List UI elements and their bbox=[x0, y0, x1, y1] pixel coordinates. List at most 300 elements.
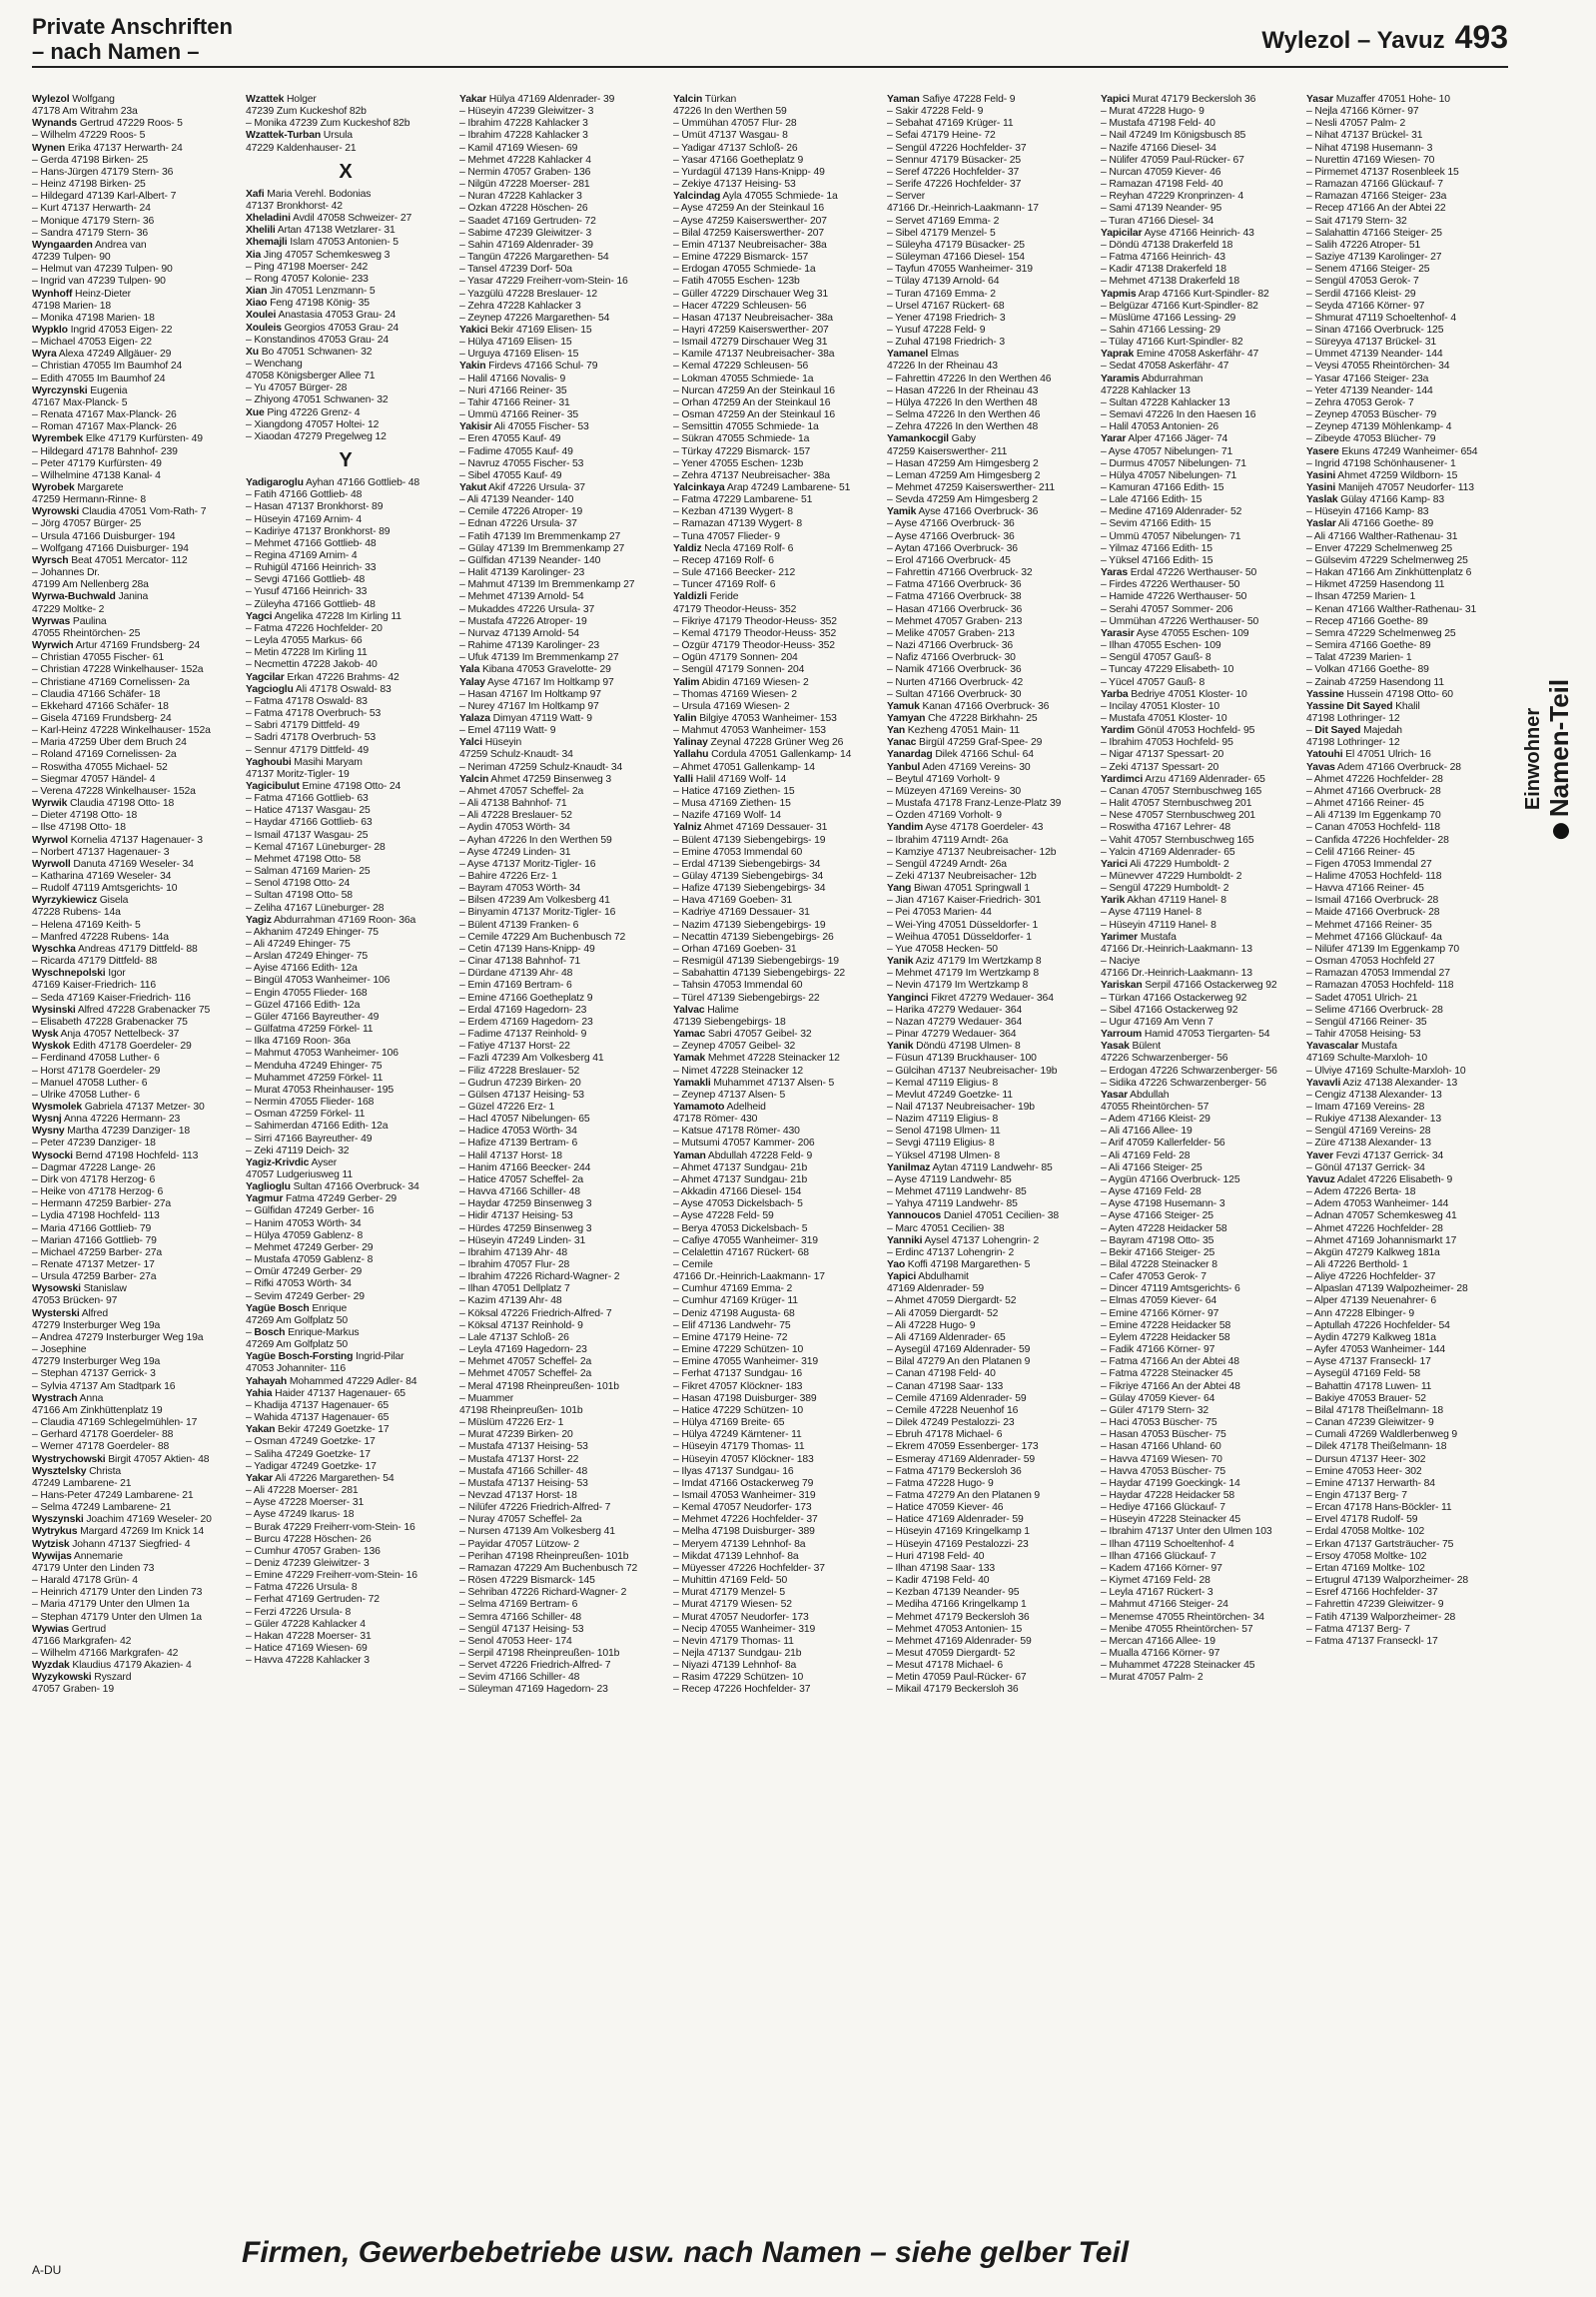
directory-entry: – Ayten 47228 Heidacker 58 bbox=[1101, 1222, 1227, 1234]
surname: Wyrwik bbox=[32, 798, 68, 810]
directory-entry: – Josephine bbox=[32, 1344, 87, 1356]
directory-entry: Yandim Ayse 47178 Goerdeler- 43 bbox=[887, 822, 1044, 834]
directory-entry: Yassine Hussein 47198 Otto- 60 bbox=[1306, 688, 1453, 700]
directory-entry: – Mesut 47178 Michael- 6 bbox=[887, 1660, 1003, 1672]
directory-entry: – Canan 47239 Gleiwitzer- 9 bbox=[1306, 1417, 1434, 1429]
directory-entry: – Ilhan 47051 Dellplatz 7 bbox=[459, 1283, 570, 1295]
surname: Yagiz-Krivdic bbox=[246, 1156, 310, 1168]
directory-entry: – Servet 47226 Friedrich-Alfred- 7 bbox=[459, 1660, 611, 1672]
directory-entry: – Marian 47166 Gottlieb- 79 bbox=[32, 1234, 157, 1246]
directory-column-2 bbox=[246, 94, 445, 2201]
directory-entry: – Seref 47226 Hochfelder- 37 bbox=[887, 166, 1020, 178]
directory-entry: Wysinski Alfred 47228 Grabenacker 75 bbox=[32, 1004, 211, 1016]
directory-entry: – Ayse 47249 Linden- 31 bbox=[459, 846, 571, 858]
surname: Yanik bbox=[887, 1041, 914, 1053]
directory-entry: – Kadir 47198 Feld- 40 bbox=[887, 1575, 990, 1587]
directory-entry: – Roland 47169 Cornelissen- 2a bbox=[32, 749, 177, 761]
directory-entry: – Rong 47057 Kolonie- 233 bbox=[246, 273, 369, 285]
directory-entry: – Elif 47136 Landwehr- 75 bbox=[673, 1319, 791, 1331]
directory-entry: – Sabri 47179 Dittfeld- 49 bbox=[246, 720, 360, 732]
directory-entry: – Leyla 47169 Hagedorn- 23 bbox=[459, 1344, 587, 1356]
directory-entry: Yalniz Ahmet 47169 Dessauer- 31 bbox=[673, 822, 828, 834]
directory-entry: Yaldiz Necla 47169 Rolf- 6 bbox=[673, 542, 794, 554]
surname: Yasar bbox=[1101, 1089, 1128, 1101]
directory-entry: – Ramazan 47053 Hochfeld- 118 bbox=[1306, 980, 1454, 992]
directory-entry: – Kemal 47119 Eligius- 8 bbox=[887, 1077, 999, 1089]
directory-entry: Xian Jin 47051 Lenzmann- 5 bbox=[246, 286, 376, 298]
directory-entry: – Niyazi 47139 Lehnhof- 8a bbox=[673, 1660, 797, 1672]
surname: Yaldiz bbox=[673, 542, 702, 554]
surname: Xiao bbox=[246, 298, 268, 310]
directory-entry: – Shmurat 47119 Schoeltenhof- 4 bbox=[1306, 312, 1456, 324]
directory-entry: Yang Biwan 47051 Springwall 1 bbox=[887, 883, 1030, 895]
surname: Yasere bbox=[1306, 445, 1339, 457]
surname: Wzattek bbox=[246, 94, 285, 105]
directory-entry: – Fatih 47055 Eschen- 123b bbox=[673, 276, 800, 288]
directory-entry: Yarasir Ayse 47055 Eschen- 109 bbox=[1101, 627, 1249, 639]
surname: Yan bbox=[887, 725, 906, 737]
directory-entry: – Zeki 47137 Spessart- 20 bbox=[1101, 761, 1219, 773]
directory-entry: Yaramis Abdurrahman bbox=[1101, 373, 1203, 384]
directory-entry: – Bakiye 47053 Brauer- 52 bbox=[1306, 1392, 1426, 1404]
directory-entry: – Mustafa 47137 Heising- 53 bbox=[459, 1477, 588, 1489]
surname: Yarroum bbox=[1101, 1029, 1143, 1041]
directory-entry: – Yadigar 47137 Schloß- 26 bbox=[673, 142, 798, 154]
directory-entry: – Urguya 47169 Elisen- 15 bbox=[459, 349, 579, 361]
surname: Wysny bbox=[32, 1126, 65, 1138]
directory-entry: Yalcindag Ayla 47055 Schmiede- 1a bbox=[673, 191, 838, 203]
directory-entry: – Cumali 47269 Waldlerbenweg 9 bbox=[1306, 1429, 1458, 1441]
directory-entry: – Recep 47166 Goethe- 89 bbox=[1306, 615, 1428, 627]
directory-entry: – Gisela 47169 Frundsberg- 24 bbox=[32, 712, 172, 724]
directory-entry: – Ibrahim 47137 Unter den Ulmen 103 bbox=[1101, 1526, 1272, 1538]
directory-entry: – Fikriye 47179 Theodor-Heuss- 352 bbox=[673, 615, 837, 627]
directory-entry: – Ayse 47169 Feld- 28 bbox=[1101, 1186, 1201, 1198]
letter-separator: X bbox=[339, 160, 353, 183]
directory-entry: – Ayse 47137 Franseckl- 17 bbox=[1306, 1356, 1431, 1368]
surname: Yasar bbox=[1306, 94, 1333, 105]
surname: Xheladini bbox=[246, 213, 291, 225]
directory-entry: – Sehriban 47226 Richard-Wagner- 2 bbox=[459, 1587, 627, 1599]
directory-entry: Yasere Ekuns 47249 Wanheimer- 654 bbox=[1306, 445, 1478, 457]
directory-entry: – Cumhur 47057 Graben- 136 bbox=[246, 1545, 381, 1557]
directory-entry: – Kadriye 47169 Dessauer- 31 bbox=[673, 907, 810, 919]
directory-entry: – Süreyya 47137 Brückel- 31 bbox=[1306, 337, 1436, 349]
directory-entry: – Ersoy 47058 Moltke- 102 bbox=[1306, 1550, 1427, 1562]
directory-entry: Wysnj Anna 47226 Hermann- 23 bbox=[32, 1114, 181, 1126]
directory-entry: 47169 Aldenrader- 59 bbox=[887, 1283, 984, 1295]
directory-entry: – Gülcihan 47137 Neubreisacher- 19b bbox=[887, 1065, 1058, 1077]
directory-entry: – Canfida 47226 Hochfelder- 28 bbox=[1306, 834, 1449, 846]
directory-entry: – Sultan 47228 Kahlacker 13 bbox=[1101, 396, 1230, 408]
directory-entry: – Cumhur 47169 Krüger- 11 bbox=[673, 1295, 798, 1307]
directory-entry: Wysterski Alfred bbox=[32, 1307, 108, 1319]
directory-entry: – Hatice 47059 Kiever- 46 bbox=[887, 1502, 1004, 1514]
directory-entry: – Claudia 47166 Schäfer- 18 bbox=[32, 688, 161, 700]
directory-entry: Xoulei Anastasia 47053 Grau- 24 bbox=[246, 310, 397, 322]
directory-entry: 47166 Markgrafen- 42 bbox=[32, 1635, 132, 1647]
directory-entry: – Mehmet 47179 Im Wertzkamp 8 bbox=[887, 968, 1039, 980]
directory-entry: – Cumhur 47169 Emma- 2 bbox=[673, 1283, 793, 1295]
directory-entry: – Sefai 47179 Heine- 72 bbox=[887, 130, 996, 142]
directory-entry: Wysowski Stanislaw bbox=[32, 1283, 127, 1295]
directory-entry: – Ali 47249 Ehinger- 75 bbox=[246, 939, 351, 950]
directory-entry: 47166 Dr.-Heinrich-Laakmann- 17 bbox=[887, 203, 1039, 215]
directory-entry: – Bilal 47259 Kaiserswerther- 207 bbox=[673, 227, 824, 239]
directory-entry: – Zibeyde 47053 Blücher- 79 bbox=[1306, 433, 1436, 445]
directory-entry: – Wilhelm 47229 Roos- 5 bbox=[32, 130, 146, 142]
directory-entry: – Incilay 47051 Kloster- 10 bbox=[1101, 700, 1219, 712]
directory-entry: – Helena 47169 Keith- 5 bbox=[32, 919, 141, 931]
directory-entry: – Kemal 47229 Schleusen- 56 bbox=[673, 361, 809, 373]
directory-entry: – Ahmet 47226 Hochfelder- 28 bbox=[1306, 773, 1443, 785]
directory-entry: – Sengül 47169 Vereins- 28 bbox=[1306, 1126, 1431, 1138]
directory-entry: Yavuz Adalet 47226 Elisabeth- 9 bbox=[1306, 1173, 1453, 1185]
directory-entry: – Mehmet 47053 Antonien- 15 bbox=[887, 1623, 1023, 1635]
directory-entry: – Cemile 47228 Neuenhof 16 bbox=[887, 1404, 1019, 1416]
directory-entry: – Fatih 47139 Walporzheimer- 28 bbox=[1306, 1611, 1456, 1623]
directory-entry: – Mesut 47059 Diergardt- 52 bbox=[887, 1648, 1016, 1659]
directory-entry: – Yu 47057 Bürger- 28 bbox=[246, 383, 348, 394]
directory-entry: – Sabahattin 47139 Siebengebirgs- 22 bbox=[673, 968, 845, 980]
directory-entry: Yavas Adem 47166 Overbruck- 28 bbox=[1306, 761, 1461, 773]
directory-entry: – Turan 47169 Emma- 2 bbox=[887, 288, 996, 300]
side-tab-line-2: Namen-Teil bbox=[1544, 678, 1574, 818]
directory-entry: – Dagmar 47228 Lange- 26 bbox=[32, 1161, 156, 1173]
directory-entry: – Heike von 47178 Herzog- 6 bbox=[32, 1186, 164, 1198]
directory-entry: – Fazli 47239 Am Volkesberg 41 bbox=[459, 1053, 604, 1065]
surname: Wyrzykiewicz bbox=[32, 895, 98, 907]
directory-entry: – Menibe 47055 Rheintörchen- 57 bbox=[1101, 1623, 1253, 1635]
directory-entry: – Yener 47055 Eschen- 123b bbox=[673, 457, 804, 469]
surname: Yarba bbox=[1101, 688, 1129, 700]
directory-entry: – Nazim 47139 Siebengebirgs- 19 bbox=[673, 919, 826, 931]
surname: Xhemajli bbox=[246, 237, 288, 249]
directory-entry: – Recep 47169 Rolf- 6 bbox=[673, 554, 774, 566]
directory-entry: – Ugur 47169 Am Venn 7 bbox=[1101, 1016, 1213, 1028]
directory-entry: – Nevzad 47137 Horst- 18 bbox=[459, 1489, 577, 1501]
directory-entry: – Türel 47139 Siebengebirgs- 22 bbox=[673, 992, 820, 1004]
directory-entry: – Ruhigül 47166 Heinrich- 33 bbox=[246, 562, 377, 574]
directory-entry: – Sandra 47179 Stern- 36 bbox=[32, 227, 148, 239]
directory-entry: – Cafiye 47055 Wanheimer- 319 bbox=[673, 1234, 818, 1246]
directory-entry: – Hidir 47137 Heising- 53 bbox=[459, 1210, 573, 1222]
directory-entry: Yasar Muzaffer 47051 Hohe- 10 bbox=[1306, 94, 1450, 105]
directory-entry: – Gülfatma 47259 Förkel- 11 bbox=[246, 1024, 374, 1036]
directory-entry: 47178 Römer- 430 bbox=[673, 1114, 758, 1126]
directory-entry: – Nazan 47279 Wedauer- 364 bbox=[887, 1016, 1023, 1028]
surname: Wzattek-Turban bbox=[246, 130, 322, 142]
directory-entry: – Aliye 47226 Hochfelder- 37 bbox=[1306, 1271, 1436, 1283]
directory-entry: – Xiangdong 47057 Holtei- 12 bbox=[246, 418, 380, 430]
surname: Yanac bbox=[887, 737, 917, 749]
surname: Yaver bbox=[1306, 1149, 1333, 1161]
directory-entry: 47249 Lambarene- 21 bbox=[32, 1477, 132, 1489]
directory-entry: Yalcin Türkan bbox=[673, 94, 737, 105]
directory-entry: – Nuri 47166 Reiner- 35 bbox=[459, 384, 567, 396]
directory-entry: – Seda 47169 Kaiser-Friedrich- 116 bbox=[32, 992, 191, 1004]
directory-entry: – Engin 47055 Flieder- 168 bbox=[246, 987, 368, 999]
page-range bbox=[1261, 19, 1508, 56]
directory-entry: – Wilhelm 47166 Markgrafen- 42 bbox=[32, 1648, 179, 1659]
directory-entry: – Yue 47058 Hecken- 50 bbox=[887, 943, 998, 955]
directory-entry: 47259 Hermann-Rinne- 8 bbox=[32, 494, 146, 506]
directory-entry: Yaldizli Feride bbox=[673, 591, 739, 603]
directory-entry: Wyschka Andreas 47179 Dittfeld- 88 bbox=[32, 943, 198, 955]
directory-entry: – Mehmet 47169 Aldenrader- 59 bbox=[887, 1635, 1032, 1647]
directory-entry: 47229 Moltke- 2 bbox=[32, 603, 105, 615]
directory-entry: – Resmigül 47139 Siebengebirgs- 19 bbox=[673, 956, 839, 968]
directory-entry: – Kemal 47179 Theodor-Heuss- 352 bbox=[673, 627, 837, 639]
directory-entry: – Güzel 47226 Erz- 1 bbox=[459, 1101, 555, 1113]
directory-entry: – Hüseyin 47166 Kamp- 83 bbox=[1306, 506, 1429, 518]
directory-entry: – Ayise 47166 Edith- 12a bbox=[246, 963, 358, 975]
directory-entry: – Sevim 47166 Edith- 15 bbox=[1101, 518, 1211, 530]
directory-entry: – Kamuran 47166 Edith- 15 bbox=[1101, 482, 1224, 493]
directory-entry: – Mukaddes 47226 Ursula- 37 bbox=[459, 603, 595, 615]
directory-entry: Yaslar Ali 47166 Goethe- 89 bbox=[1306, 518, 1434, 530]
surname: Wyschnepolski bbox=[32, 968, 106, 980]
directory-entry: – Ümmü 47057 Nibelungen- 71 bbox=[1101, 530, 1241, 542]
directory-entry: – Wolfgang 47166 Duisburger- 194 bbox=[32, 542, 189, 554]
directory-entry: – Katharina 47169 Weseler- 34 bbox=[32, 871, 172, 882]
surname: Yaglioglu bbox=[246, 1181, 291, 1193]
directory-entry: Wyngaarden Andrea van bbox=[32, 239, 147, 251]
directory-entry: – Adnan 47057 Schemkesweg 41 bbox=[1306, 1210, 1457, 1222]
directory-entry: Wyrzykiewicz Gisela bbox=[32, 895, 129, 907]
directory-entry: – Nurcan 47259 An der Steinkaul 16 bbox=[673, 384, 835, 396]
directory-entry: – Talat 47239 Marien- 1 bbox=[1306, 652, 1412, 664]
surname: Yaldizli bbox=[673, 591, 708, 603]
directory-entry: Yaghoubi Masihi Maryam bbox=[246, 756, 363, 768]
directory-entry: – Ingrid 47198 Schönhausener- 1 bbox=[1306, 457, 1456, 469]
directory-entry: Wzattek-Turban Ursula bbox=[246, 130, 353, 142]
directory-entry: – Server bbox=[887, 191, 926, 203]
surname: Wysowski bbox=[32, 1283, 81, 1295]
section-title bbox=[32, 14, 233, 64]
directory-entry: – Bilal 47279 An den Platanen 9 bbox=[887, 1356, 1031, 1368]
directory-entry: – Ali 47226 Berthold- 1 bbox=[1306, 1259, 1408, 1270]
directory-entry: – Yadigar 47249 Goetzke- 17 bbox=[246, 1460, 377, 1472]
directory-entry: – Ihsan 47259 Marien- 1 bbox=[1306, 591, 1416, 603]
directory-entry: – Zeynep 47057 Geibel- 32 bbox=[673, 1041, 796, 1053]
directory-entry: – Heinz 47198 Birken- 25 bbox=[32, 179, 146, 191]
directory-entry: – Sengül 47179 Sonnen- 204 bbox=[673, 664, 805, 676]
surname: Yakar bbox=[246, 1472, 273, 1484]
directory-entry: – Monique 47179 Stern- 36 bbox=[32, 215, 155, 227]
directory-entry: – Dilek 47249 Pestalozzi- 23 bbox=[887, 1417, 1015, 1429]
surname: Yamanel bbox=[887, 349, 929, 361]
directory-entry: – Hakan 47228 Moerser- 31 bbox=[246, 1630, 372, 1642]
directory-entry: – Engin 47137 Berg- 7 bbox=[1306, 1489, 1407, 1501]
directory-entry: – Sami 47139 Neander- 95 bbox=[1101, 203, 1222, 215]
directory-entry: – Ayse 47119 Landwehr- 85 bbox=[887, 1173, 1012, 1185]
directory-entry: – Maide 47166 Overbruck- 28 bbox=[1306, 907, 1440, 919]
directory-entry: – Hanim 47053 Wörth- 34 bbox=[246, 1217, 362, 1229]
surname: Yasak bbox=[1101, 1041, 1130, 1053]
directory-entry: 47229 Kaldenhauser- 21 bbox=[246, 142, 357, 154]
surname: Yalcinkaya bbox=[673, 482, 725, 493]
directory-entry: – Ümmet 47139 Neander- 144 bbox=[1306, 349, 1443, 361]
surname: Wysk bbox=[32, 1029, 59, 1041]
directory-entry: – Mehmet 47259 Kaiserswerther- 211 bbox=[887, 482, 1055, 493]
surname: Yanbul bbox=[887, 761, 921, 773]
directory-entry: Yanardag Dilek 47166 Schul- 64 bbox=[887, 749, 1034, 761]
directory-entry: Wyrobek Margarete bbox=[32, 482, 124, 493]
directory-entry: – Muhittin 47169 Feld- 50 bbox=[673, 1575, 788, 1587]
directory-entry: Yao Koffi 47198 Margarethen- 5 bbox=[887, 1259, 1031, 1270]
directory-entry: – Havva 47053 Büscher- 75 bbox=[1101, 1465, 1226, 1477]
directory-entry: – Hasan 47137 Neubreisacher- 38a bbox=[673, 312, 833, 324]
directory-entry: – Sengül 47166 Reiner- 35 bbox=[1306, 1016, 1427, 1028]
directory-entry: – Haydar 47228 Heidacker 58 bbox=[1101, 1489, 1235, 1501]
directory-entry: – Ali 47166 Walther-Rathenau- 31 bbox=[1306, 530, 1458, 542]
directory-entry: – Ann 47228 Elbinger- 9 bbox=[1306, 1307, 1415, 1319]
directory-entry: – Zainab 47259 Hasendong 11 bbox=[1306, 676, 1444, 688]
directory-entry: Yaman Abdullah 47228 Feld- 9 bbox=[673, 1149, 813, 1161]
directory-entry: – Gerda 47198 Birken- 25 bbox=[32, 154, 148, 166]
directory-entry: – Havva 47228 Kahlacker 3 bbox=[246, 1655, 370, 1667]
page-header bbox=[32, 14, 1508, 64]
directory-entry: Xu Bo 47051 Schwanen- 32 bbox=[246, 346, 373, 358]
directory-entry: – Sennur 47179 Büsacker- 25 bbox=[887, 154, 1022, 166]
directory-entry: – Leyla 47055 Markus- 66 bbox=[246, 635, 363, 647]
directory-entry: Yamanel Elmas bbox=[887, 349, 959, 361]
directory-entry: – Döndü 47138 Drakerfeld 18 bbox=[1101, 239, 1233, 251]
directory-entry: – Sinan 47166 Overbruck- 125 bbox=[1306, 324, 1444, 336]
directory-entry: – Metin 47228 Im Kirling 11 bbox=[246, 647, 368, 659]
surname: Xian bbox=[246, 286, 268, 298]
directory-entry: – Michael 47053 Eigen- 22 bbox=[32, 337, 152, 349]
directory-entry: – Emine 47229 Freiherr-vom-Stein- 16 bbox=[246, 1570, 417, 1582]
directory-entry: – Ibrahim 47119 Arndt- 26a bbox=[887, 834, 1009, 846]
surname: Yaslar bbox=[1306, 518, 1336, 530]
directory-entry: – Özden 47169 Vorholt- 9 bbox=[887, 810, 1002, 822]
directory-entry: – Payidar 47057 Lützow- 2 bbox=[459, 1538, 579, 1550]
directory-entry: – Canan 47198 Feld- 40 bbox=[887, 1368, 996, 1380]
directory-entry: – Zeynep 47137 Alsen- 5 bbox=[673, 1089, 786, 1101]
directory-entry: – Sahimerdan 47166 Edith- 12a bbox=[246, 1121, 389, 1133]
surname: Yagci bbox=[246, 610, 273, 622]
surname: Wyrowski bbox=[32, 506, 80, 518]
surname: Wyzykowski bbox=[32, 1672, 92, 1684]
directory-entry: – Ahmet 47051 Gallenkamp- 14 bbox=[673, 761, 815, 773]
directory-entry: Wysny Martha 47239 Danziger- 18 bbox=[32, 1126, 191, 1138]
directory-entry: – Navruz 47055 Fischer- 53 bbox=[459, 457, 584, 469]
directory-entry: – Nihat 47137 Brückel- 31 bbox=[1306, 130, 1423, 142]
directory-entry: Wyskok Edith 47178 Goerdeler- 29 bbox=[32, 1041, 192, 1053]
directory-entry: – Ayse 47198 Husemann- 3 bbox=[1101, 1198, 1225, 1210]
directory-entry: – Ursula 47259 Barber- 27a bbox=[32, 1271, 157, 1283]
directory-entry: 47279 Insterburger Weg 19a bbox=[32, 1319, 161, 1331]
directory-entry: – Ayse 47228 Feld- 59 bbox=[673, 1210, 774, 1222]
directory-entry: – Jörg 47057 Bürger- 25 bbox=[32, 518, 142, 530]
surname: Wyrwa-Buchwald bbox=[32, 591, 116, 603]
directory-entry: – Servet 47169 Emma- 2 bbox=[887, 215, 1000, 227]
directory-entry: – Alper 47139 Neuenahrer- 6 bbox=[1306, 1295, 1436, 1307]
directory-entry: – Nursen 47139 Am Volkesberg 41 bbox=[459, 1526, 615, 1538]
directory-entry: – Akgün 47279 Kalkweg 181a bbox=[1306, 1246, 1440, 1258]
directory-entry: – Ilka 47169 Roon- 36a bbox=[246, 1036, 351, 1048]
directory-entry: – Ping 47198 Moerser- 242 bbox=[246, 261, 369, 273]
directory-entry: – Aysegül 47169 Aldenrader- 59 bbox=[887, 1344, 1031, 1356]
directory-entry: – Menemse 47055 Rheintörchen- 34 bbox=[1101, 1611, 1264, 1623]
directory-entry: – Hüseyin 47057 Klöckner- 183 bbox=[673, 1453, 814, 1465]
directory-entry: Yassine Dit Sayed Khalil bbox=[1306, 700, 1420, 712]
directory-entry: – Ferdinand 47058 Luther- 6 bbox=[32, 1053, 160, 1065]
directory-entry: – Helmut van 47239 Tulpen- 90 bbox=[32, 264, 173, 276]
directory-entry: – Nigar 47137 Spessart- 20 bbox=[1101, 749, 1224, 761]
directory-entry: – Cinar 47138 Bahnhof- 71 bbox=[459, 956, 581, 968]
directory-entry: – Hüseyin 47169 Pestalozzi- 23 bbox=[887, 1538, 1029, 1550]
directory-entry: – Harald 47178 Grün- 4 bbox=[32, 1575, 138, 1587]
directory-entry: – Salih 47226 Atroper- 51 bbox=[1306, 239, 1421, 251]
directory-entry: – Nese 47057 Sternbuschweg 201 bbox=[1101, 810, 1255, 822]
directory-entry: Wyschnepolski Igor bbox=[32, 968, 126, 980]
surname: Yarici bbox=[1101, 858, 1128, 870]
directory-entry: Yasini Manijeh 47057 Neudorfer- 113 bbox=[1306, 482, 1474, 493]
directory-entry: – Sükran 47055 Schmiede- 1a bbox=[673, 433, 810, 445]
directory-entry: – Mehmet 47228 Kahlacker 4 bbox=[459, 154, 591, 166]
directory-entry: – Maria 47259 Über dem Bruch 24 bbox=[32, 737, 187, 749]
directory-entry: – Bilsen 47239 Am Volkesberg 41 bbox=[459, 895, 610, 907]
directory-entry: – Verena 47228 Winkelhauser- 152a bbox=[32, 785, 196, 797]
directory-entry: – Sibel 47179 Menzel- 5 bbox=[887, 227, 996, 239]
directory-entry: – Sengül 47249 Arndt- 26a bbox=[887, 858, 1007, 870]
directory-entry: Yanilmaz Aytan 47119 Landwehr- 85 bbox=[887, 1161, 1053, 1173]
directory-entry: 47057 Ludgeriusweg 11 bbox=[246, 1168, 354, 1180]
directory-entry: Wyzdak Klaudius 47179 Akazien- 4 bbox=[32, 1660, 192, 1672]
directory-entry: Yalci Hüseyin bbox=[459, 737, 522, 749]
footer-note: Firmen, Gewerbebetriebe usw. nach Namen – siehe gelber Teil bbox=[242, 2236, 1130, 2269]
surname: Yalci bbox=[459, 737, 482, 749]
directory-entry: – Zehra 47137 Neubreisacher- 38a bbox=[673, 469, 830, 481]
directory-entry: – Hediye 47166 Glückauf- 7 bbox=[1101, 1502, 1225, 1514]
surname: Yagicibulut bbox=[246, 780, 300, 792]
directory-entry: – Mehmet 47249 Gerber- 29 bbox=[246, 1241, 374, 1253]
directory-entry: – Ferhat 47137 Sundgau- 16 bbox=[673, 1368, 802, 1380]
directory-entry: Wystrychowski Birgit 47057 Aktien- 48 bbox=[32, 1453, 210, 1465]
directory-entry: Yagcilar Erkan 47226 Brahms- 42 bbox=[246, 671, 399, 683]
surname: Yalcin bbox=[673, 94, 703, 105]
directory-entry: – Nevin 47179 Im Wertzkamp 8 bbox=[887, 980, 1029, 992]
directory-entry: – Sevda 47259 Am Himgesberg 2 bbox=[887, 494, 1039, 506]
surname: Yalin bbox=[673, 712, 697, 724]
directory-entry: – Tülay 47166 Kurt-Spindler- 82 bbox=[1101, 337, 1243, 349]
directory-entry: – Naciye bbox=[1101, 956, 1141, 968]
directory-entry: – Sevgi 47119 Eligius- 8 bbox=[887, 1138, 995, 1149]
directory-entry: – Ekrem 47059 Essenberger- 173 bbox=[887, 1441, 1039, 1453]
directory-entry: – Sengül 47137 Heising- 53 bbox=[459, 1623, 584, 1635]
directory-entry: Yapici Abdulhamit bbox=[887, 1271, 969, 1283]
directory-entry: – Nermin 47057 Graben- 136 bbox=[459, 166, 591, 178]
directory-entry: – Melha 47198 Duisburger- 389 bbox=[673, 1526, 815, 1538]
directory-entry: – Pinar 47279 Wedauer- 364 bbox=[887, 1029, 1017, 1041]
directory-entry: – Erdal 47058 Moltke- 102 bbox=[1306, 1526, 1425, 1538]
directory-entry: – Tuncer 47169 Rolf- 6 bbox=[673, 579, 776, 591]
directory-entry: – Sultan 47198 Otto- 58 bbox=[246, 890, 353, 902]
directory-entry: Wysztelsky Christa bbox=[32, 1465, 121, 1477]
directory-entry: – Güler 47166 Bayreuther- 49 bbox=[246, 1011, 380, 1023]
directory-entry: – Nejla 47137 Sundgau- 21b bbox=[673, 1648, 802, 1659]
directory-entry: – Yeter 47139 Neander- 144 bbox=[1306, 384, 1433, 396]
directory-entry: Yakan Bekir 47249 Goetzke- 17 bbox=[246, 1424, 390, 1436]
surname: Dit Sayed bbox=[1314, 725, 1361, 737]
directory-entry: – Rudolf 47119 Amtsgerichts- 10 bbox=[32, 883, 178, 895]
directory-entry: – Ramazan 47053 Immendal 27 bbox=[1306, 968, 1450, 980]
directory-entry: – Huri 47198 Feld- 40 bbox=[887, 1550, 985, 1562]
directory-entry: – Sevim 47166 Schiller- 48 bbox=[459, 1672, 580, 1684]
